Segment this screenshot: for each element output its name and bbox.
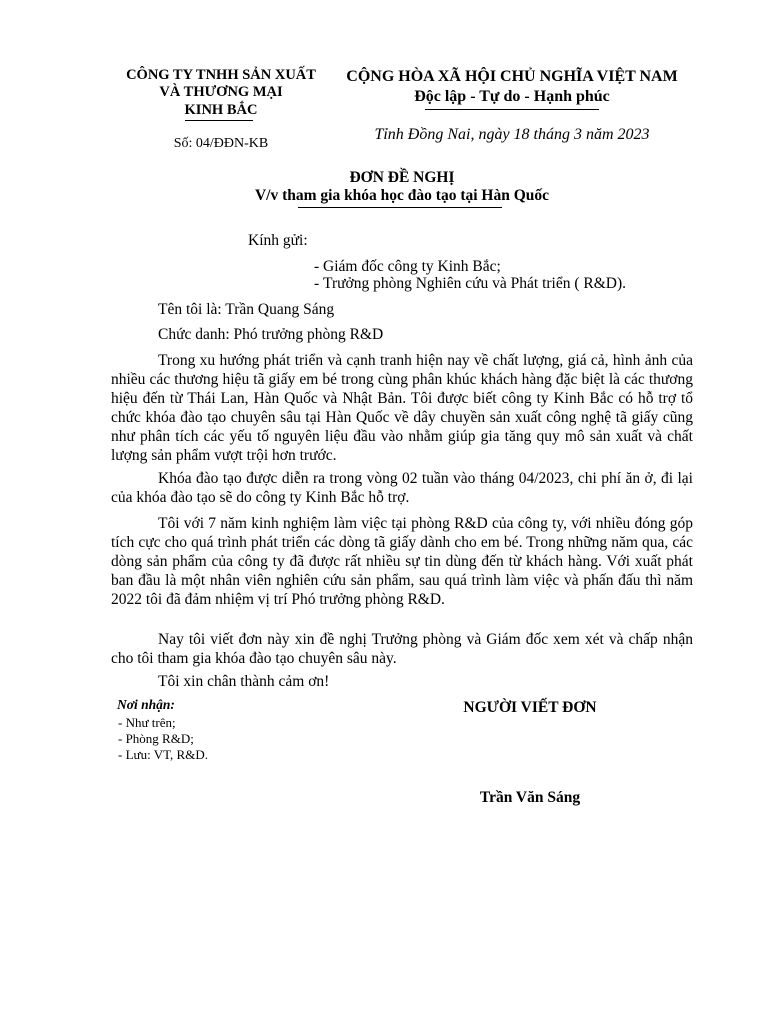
- applicant-name: Tên tôi là: Trần Quang Sáng: [158, 301, 335, 318]
- body-paragraph-2: Khóa đào tạo được diễn ra trong vòng 02 tuần vào tháng 04/2023, chi phí ăn ở, đi lại của khóa đào tạo sẽ do công ty Kinh Bắc hỗ trợ.: [111, 470, 693, 506]
- bullet-dash: -: [314, 258, 324, 275]
- body-paragraph-1: Trong xu hướng phát triển và cạnh tranh hiện nay về chất lượng, giá cả, hình ảnh của nhiều các thương hiệu tã giấy em bé trong cùng phân khúc khách hàng đặc biệt là các thương hiệu đến từ Thái Lan, Hàn Quốc và Nhật Bản. Tôi được biết công ty Kinh Bắc có hỗ trợ tổ chức khóa đào tạo chuyên sâu tại Hàn Quốc về dây chuyền sản xuất công nghệ tã giấy cũng như phân tích các yếu tố nguyên liệu đầu vào nhằm giúp gia tăng quy mô sản xuất và chất lượng sản phẩm vượt trội hơn trước.: [111, 352, 693, 464]
- recipients-block-item-3: - Lưu: VT, R&D.: [118, 747, 208, 762]
- recipient-line-1: [314, 258, 501, 276]
- motto-underline: [425, 109, 599, 110]
- place-and-date: Tỉnh Đồng Nai, ngày 18 tháng 3 năm 2023: [374, 126, 650, 143]
- recipients-block-item-2: - Phòng R&D;: [118, 731, 194, 746]
- company-underline: [185, 120, 253, 121]
- recipients-block-item-1: - Như trên;: [118, 715, 176, 730]
- recipients-block-label: Nơi nhận:: [117, 697, 175, 712]
- document-subject: V/v tham gia khóa học đào tạo tại Hàn Quốc: [254, 187, 550, 204]
- subject-underline: [298, 207, 502, 208]
- signature-label: NGƯỜI VIẾT ĐƠN: [463, 699, 597, 716]
- body-paragraph-4: Nay tôi viết đơn này xin đề nghị Trưởng phòng và Giám đốc xem xét và chấp nhận cho tôi tham gia khóa đào tạo chuyên sâu này.: [111, 631, 693, 667]
- recipient-line-2: [314, 275, 626, 293]
- bullet-dash: -: [314, 275, 324, 292]
- national-motto: Độc lập - Tự do - Hạnh phúc: [414, 88, 610, 105]
- greeting-label: Kính gửi:: [248, 232, 308, 249]
- signer-name: Trần Văn Sáng: [479, 789, 581, 806]
- document-number: Số: 04/ĐĐN-KB: [173, 136, 269, 151]
- applicant-position: Chức danh: Phó trưởng phòng R&D: [158, 326, 384, 343]
- body-paragraph-3: Tôi với 7 năm kinh nghiệm làm việc tại phòng R&D của công ty, với nhiều đóng góp tích cực cho quá trình phát triển các dòng tã giấy dành cho em bé. Trong những năm qua, các dòng sản phẩm của công ty đã được rất nhiều sự tin dùng đến từ khách hàng. Với xuất phát ban đầu là một nhân viên nghiên cứu sản phẩm, sau quá trình làm việc và phấn đấu thì năm 2022 tôi đã đảm nhiệm vị trí Phó trưởng phòng R&D.: [111, 515, 693, 608]
- recipient-text: Trưởng phòng Nghiên cứu và Phát triển ( R&D).: [323, 275, 627, 292]
- closing-line: Tôi xin chân thành cảm ơn!: [158, 673, 330, 690]
- recipient-text: Giám đốc công ty Kinh Bắc;: [323, 258, 501, 275]
- company-name-line-3: KINH BẮC: [184, 102, 258, 118]
- document-title: ĐƠN ĐỀ NGHỊ: [349, 169, 455, 186]
- company-name-line-2: VÀ THƯƠNG MẠI: [159, 84, 283, 100]
- nation-title: CỘNG HÒA XÃ HỘI CHỦ NGHĨA VIỆT NAM: [346, 68, 678, 85]
- company-name-line-1: CÔNG TY TNHH SẢN XUẤT: [126, 67, 316, 83]
